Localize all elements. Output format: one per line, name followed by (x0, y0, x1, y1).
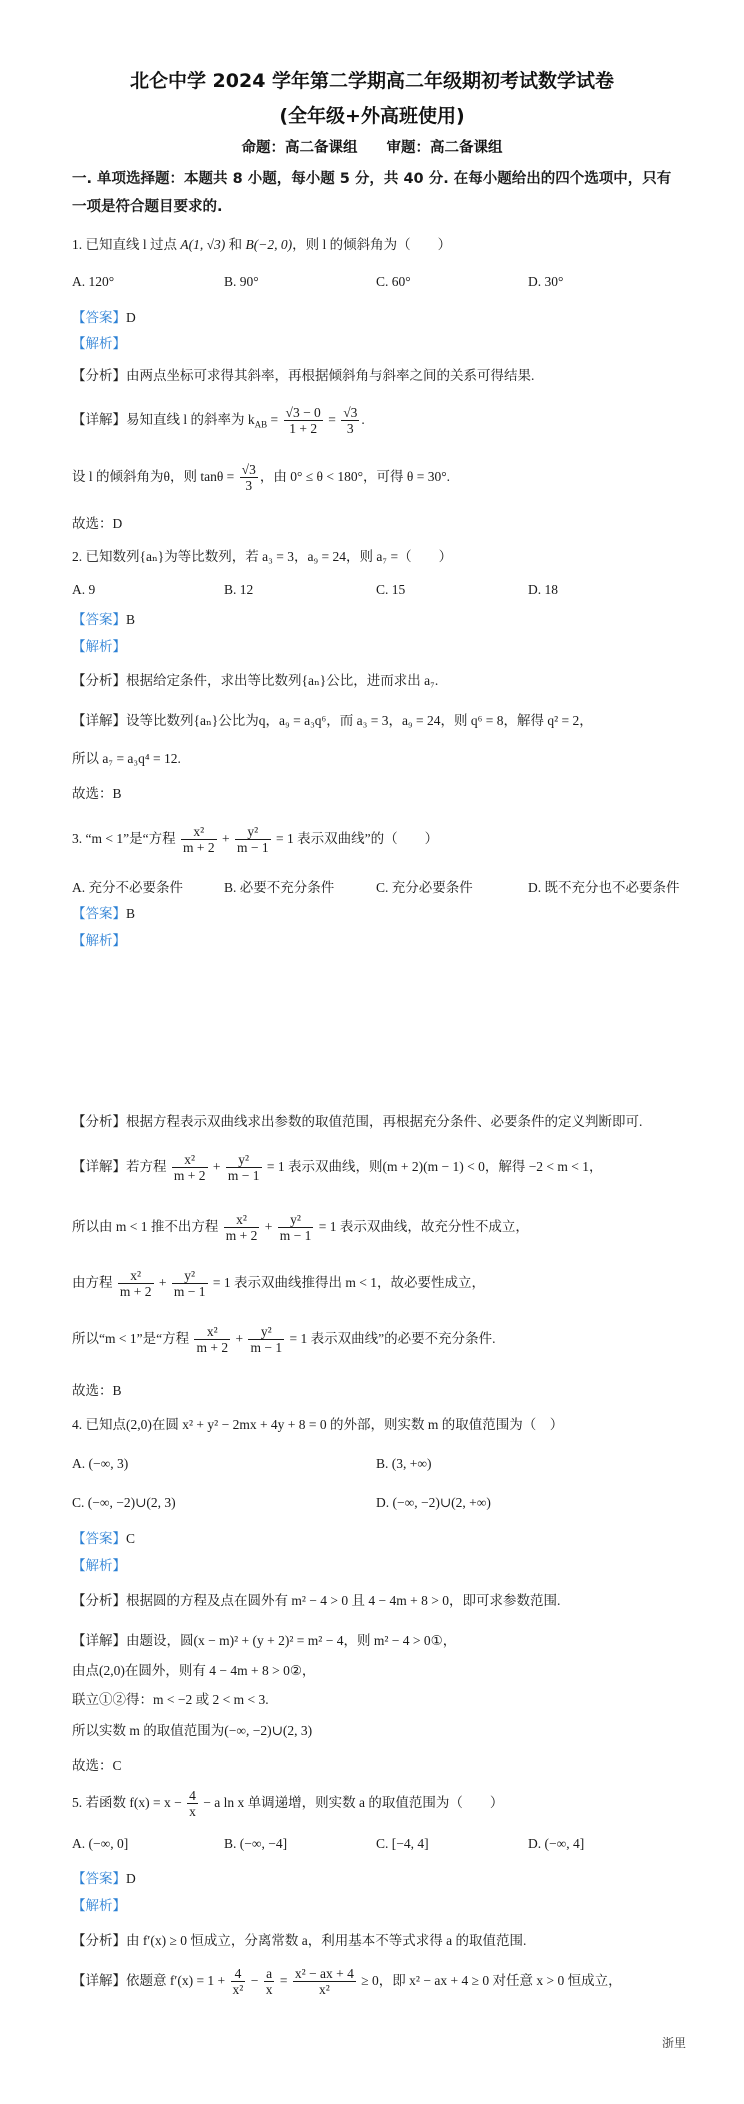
q2-analysis-label: 【解析】 (72, 639, 126, 654)
q3-option-a: A. 充分不必要条件 (72, 880, 183, 895)
tan-fraction: $\frac{√3}{3}$ (241, 462, 256, 494)
q5-analysis-label: 【解析】 (72, 1898, 126, 1913)
q5-stem: 5. 若函数 f(x) = x − $\frac{4}{x}$ − a ln x 单调递增，则实数 a 的取值范围为（ ） (72, 1788, 504, 1820)
q3-detail-2: 所以由 m < 1 推不出方程 $\frac{\text{x²}}{m + 2}$ + $\frac{\text{y²}}{m - 1}$ = 1 表示双曲线，故充分性不成立， (72, 1212, 529, 1244)
q4-line2: 由点(2,0)在圆外，则有 4 − 4m + 8 > 0②， (72, 1663, 316, 1678)
exam-subtitle: (全年级+外高班使用) (279, 105, 465, 127)
q1-option-d: D. 30° (528, 274, 564, 289)
q3-choice: 故选：B (72, 1383, 122, 1398)
q2-choice: 故选：B (72, 786, 122, 801)
q1-choice: 故选：D (72, 516, 123, 531)
q2-fenxi: 【分析】根据给定条件，求出等比数列{aₙ}公比，进而求出 a₇. (72, 673, 439, 688)
q5-option-c: C. [−4, 4] (376, 1836, 429, 1851)
q1-option-a: A. 120° (72, 274, 115, 289)
q3-analysis-label: 【解析】 (72, 933, 126, 948)
q1-detail: 【详解】易知直线 l 的斜率为 $k_{AB}$ = $\frac{√3 - 0}{1 + 2}$ = $\frac{√3}{3}$ . (72, 405, 365, 437)
q4-option-a: A. (−∞, 3) (72, 1456, 129, 1471)
q4-detail: 【详解】由题设，圆(x − m)² + (y + 2)² = m² − 4，则 m² − 4 > 0①， (72, 1633, 457, 1648)
q2-stem: 2. 已知数列{aₙ}为等比数列，若 a₃ = 3，a₉ = 24，则 a₇ =（ ） (72, 549, 453, 564)
q2-so: 所以 a₇ = a₃q⁴ = 12. (72, 751, 181, 766)
q5-option-d: D. (−∞, 4] (528, 1836, 585, 1851)
q4-fenxi: 【分析】根据圆的方程及点在圆外有 m² − 4 > 0 且 4 − 4m + 8 > 0，即可求参数范围. (72, 1593, 561, 1608)
q4-line4: 所以实数 m 的取值范围为(−∞, −2)∪(2, 3) (72, 1723, 313, 1738)
q3-answer: 【答案】B (72, 906, 136, 921)
q5-answer: 【答案】D (72, 1871, 136, 1886)
q4-answer: 【答案】C (72, 1531, 136, 1546)
q5-option-b: B. (−∞, −4] (224, 1836, 288, 1851)
x-fraction: $\frac{\text{x²}}{m + 2}$ (182, 824, 215, 856)
q1-fenxi: 【分析】由两点坐标可求得其斜率，再根据倾斜角与斜率之间的关系可得结果. (72, 368, 535, 383)
q3-option-c: C. 充分必要条件 (376, 880, 473, 895)
q2-option-a: A. 9 (72, 582, 96, 597)
q1-stem: 1. 已知直线 l 过点 A(1, √3) 和 B(−2, 0)，则 l 的倾斜角为（ ） (72, 237, 452, 252)
q3-option-d: D. 既不充分也不必要条件 (528, 880, 680, 895)
q3-stem: 3. “m < 1”是“方程 $\frac{\text{x²}}{m + 2}$ + $\frac{\text{y²}}{m - 1}$ = 1 表示双曲线”的（ ） (72, 824, 439, 856)
q2-option-b: B. 12 (224, 582, 254, 597)
q5-option-a: A. (−∞, 0] (72, 1836, 129, 1851)
q3-option-b: B. 必要不充分条件 (224, 880, 335, 895)
q1-analysis-label: 【解析】 (72, 336, 126, 351)
slope-fraction: $\frac{√3 - 0}{1 + 2}$ (285, 405, 321, 437)
q5-detail: 【详解】依题意 f′(x) = 1 + $\frac{4}{\text{x²}}$ − $\frac{a}{x}$ = $\frac{\text{x² − ax + 4}}{\text{x²}}$ ≥ 0，即 x² − ax + 4 ≥ 0 对任意 x > 0 恒成立， (72, 1966, 622, 1998)
q2-answer: 【答案】B (72, 612, 136, 627)
y-fraction: $\frac{\text{y²}}{m - 1}$ (236, 824, 269, 856)
q2-option-d: D. 18 (528, 582, 558, 597)
q1-option-c: C. 60° (376, 274, 411, 289)
q1-answer: 【答案】D (72, 310, 136, 325)
q3-detail-4: 所以“m < 1”是“方程 $\frac{\text{x²}}{m + 2}$ + $\frac{\text{y²}}{m - 1}$ = 1 表示双曲线”的必要不充分条件. (72, 1324, 496, 1356)
q5-fenxi: 【分析】由 f′(x) ≥ 0 恒成立，分离常数 a，利用基本不等式求得 a 的取值范围. (72, 1933, 527, 1948)
page-footer: 浙里 (661, 2036, 686, 2050)
q4-option-b: B. (3, +∞) (376, 1456, 432, 1471)
q2-detail: 【详解】设等比数列{aₙ}公比为q，a₉ = a₃q⁶，而 a₃ = 3，a₉ = 24，则 q⁶ = 8，解得 q² = 2， (72, 713, 593, 728)
q4-choice: 故选：C (72, 1758, 122, 1773)
q4-analysis-label: 【解析】 (72, 1558, 126, 1573)
q3-detail-1: 【详解】若方程 $\frac{\text{x²}}{m + 2}$ + $\frac{\text{y²}}{m - 1}$ = 1 表示双曲线，则(m + 2)(m − 1) < 0，解得 −2 < m < 1， (72, 1152, 603, 1184)
q4-option-c: C. (−∞, −2)∪(2, 3) (72, 1495, 176, 1510)
exam-title: 北仑中学 2024 学年第二学期高二年级期初考试数学试卷 (129, 70, 615, 92)
proposers-line: 命题：高二备课组 审题：高二备课组 (241, 140, 503, 156)
section-heading-cont: 一项是符合题目要求的. (72, 199, 223, 215)
slope-result-fraction: $\frac{√3}{3}$ (343, 405, 358, 437)
q2-option-c: C. 15 (376, 582, 406, 597)
q3-detail-3: 由方程 $\frac{\text{x²}}{m + 2}$ + $\frac{\text{y²}}{m - 1}$ = 1 表示双曲线推得出 m < 1，故必要性成立， (72, 1268, 485, 1300)
q4-line3: 联立①②得：m < −2 或 2 < m < 3. (72, 1692, 269, 1707)
section-heading: 一. 单项选择题：本题共 8 小题，每小题 5 分，共 40 分. 在每小题给出的四个选项中，只有 (72, 171, 672, 187)
q1-detail-line2: 设 l 的倾斜角为θ，则 tanθ = $\frac{√3}{3}$ ，由 0° ≤ θ < 180°，可得 θ = 30°. (72, 462, 450, 494)
q4-option-d: D. (−∞, −2)∪(2, +∞) (376, 1495, 491, 1510)
q3-fenxi: 【分析】根据方程表示双曲线求出参数的取值范围，再根据充分条件、必要条件的定义判断即可. (72, 1114, 643, 1129)
q1-option-b: B. 90° (224, 274, 259, 289)
four-over-x-fraction: $\frac{4}{x}$ (189, 1788, 196, 1820)
q4-stem: 4. 已知点(2,0)在圆 x² + y² − 2mx + 4y + 8 = 0 的外部，则实数 m 的取值范围为（ ） (72, 1417, 564, 1432)
